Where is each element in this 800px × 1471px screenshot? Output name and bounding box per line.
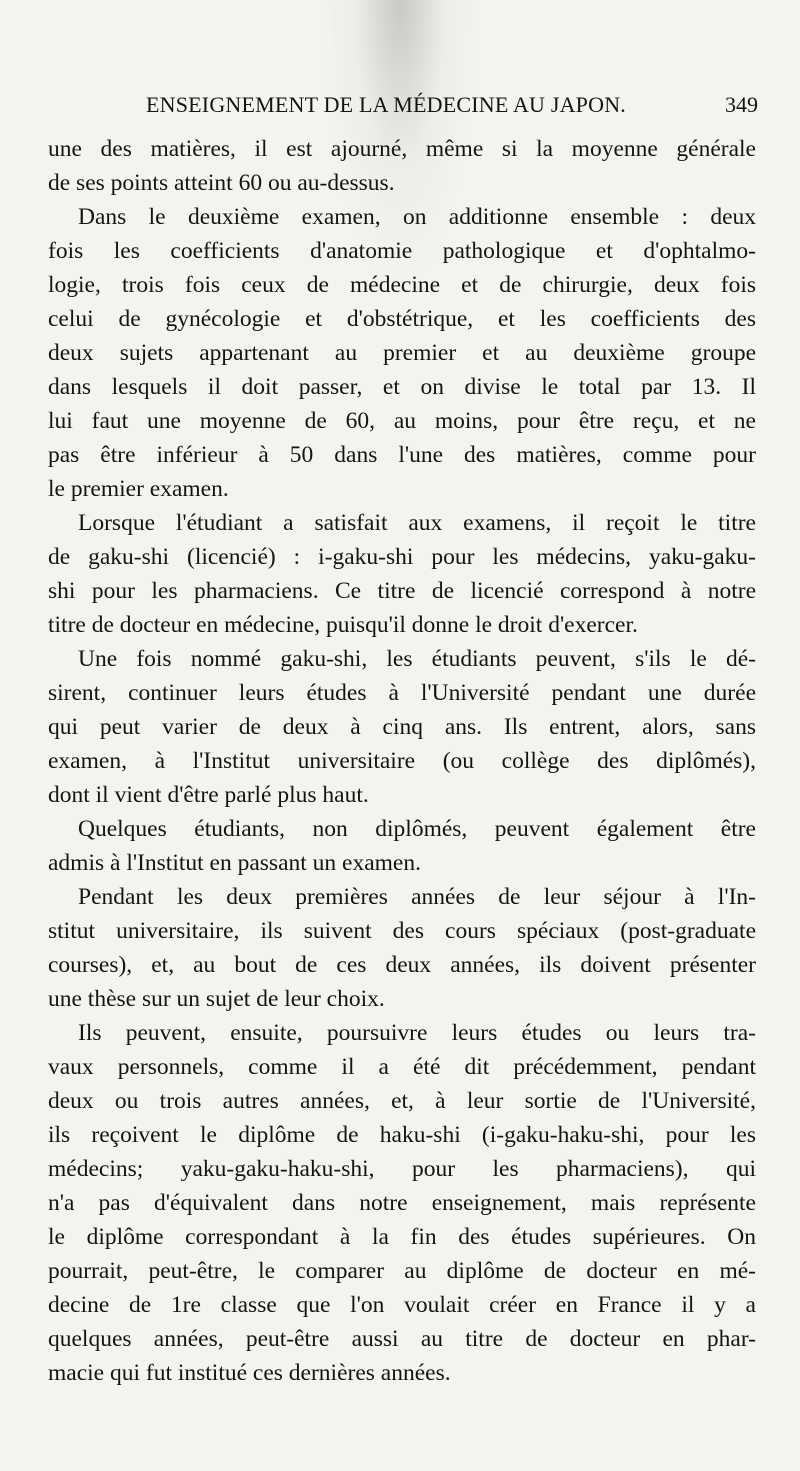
text-line: dont il vient d'être parlé plus haut. — [48, 782, 369, 808]
text-line: pourrait, peut-être, le comparer au diplôme de docteur en mé- — [48, 1258, 756, 1284]
text-line: decine de 1re classe que l'on voulait créer en France il y a — [48, 1292, 756, 1318]
text-line: Une fois nommé gaku-shi, les étudiants peuvent, s'ils le dé- — [78, 646, 756, 672]
text-line: fois les coefficients d'anatomie pathologique et d'ophtalmo- — [48, 238, 756, 264]
text-line: ils reçoivent le diplôme de haku-shi (i-gaku-haku-shi, pour les — [48, 1122, 756, 1148]
text-line: dans lesquels il doit passer, et on divise le total par 13. Il — [48, 374, 756, 400]
text-line: titre de docteur en médecine, puisqu'il donne le droit d'exercer. — [48, 612, 638, 638]
text-line: qui peut varier de deux à cinq ans. Ils entrent, alors, sans — [48, 714, 756, 740]
text-line: vaux personnels, comme il a été dit précédemment, pendant — [48, 1054, 756, 1080]
text-line: Dans le deuxième examen, on additionne ensemble : deux — [78, 204, 756, 230]
text-line: le diplôme correspondant à la fin des études supérieures. On — [48, 1224, 756, 1250]
text-line: admis à l'Institut en passant un examen. — [48, 850, 421, 876]
running-title: ENSEIGNEMENT DE LA MÉDECINE AU JAPON. — [146, 92, 626, 117]
text-line: examen, à l'Institut universitaire (ou collège des diplômés), — [48, 748, 756, 774]
text-line: lui faut une moyenne de 60, au moins, pour être reçu, et ne — [48, 408, 756, 434]
text-line: Ils peuvent, ensuite, poursuivre leurs études ou leurs tra- — [78, 1020, 756, 1046]
text-line: Pendant les deux premières années de leur séjour à l'In- — [78, 884, 756, 910]
text-line: de gaku-shi (licencié) : i-gaku-shi pour les médecins, yaku-gaku- — [48, 544, 756, 570]
text-line: sirent, continuer leurs études à l'Université pendant une durée — [48, 680, 756, 706]
body-text — [48, 132, 756, 1390]
text-line: Quelques étudiants, non diplômés, peuvent également être — [78, 816, 756, 842]
text-line: n'a pas d'équivalent dans notre enseignement, mais représente — [48, 1190, 756, 1216]
page-number: 349 — [725, 92, 758, 117]
text-line: celui de gynécologie et d'obstétrique, et les coefficients des — [48, 306, 756, 332]
text-line: une des matières, il est ajourné, même si la moyenne générale — [48, 136, 756, 162]
text-line: de ses points atteint 60 ou au-dessus. — [48, 170, 395, 196]
text-line: médecins; yaku-gaku-haku-shi, pour les pharmaciens), qui — [48, 1156, 756, 1182]
text-line: logie, trois fois ceux de médecine et de chirurgie, deux fois — [48, 272, 756, 298]
text-line: Lorsque l'étudiant a satisfait aux examens, il reçoit le titre — [78, 510, 756, 536]
text-line: pas être inférieur à 50 dans l'une des matières, comme pour — [48, 442, 756, 468]
text-line: courses), et, au bout de ces deux années, ils doivent présenter — [48, 952, 756, 978]
text-line: stitut universitaire, ils suivent des cours spéciaux (post-graduate — [48, 918, 756, 944]
text-line: deux ou trois autres années, et, à leur sortie de l'Université, — [48, 1088, 756, 1114]
text-line: shi pour les pharmaciens. Ce titre de licencié correspond à notre — [48, 578, 756, 604]
text-line: macie qui fut institué ces dernières années. — [48, 1360, 451, 1386]
text-line: quelques années, peut-être aussi au titre de docteur en phar- — [48, 1326, 756, 1352]
text-line: deux sujets appartenant au premier et au deuxième groupe — [48, 340, 756, 366]
text-line: le premier examen. — [48, 476, 229, 502]
text-line: une thèse sur un sujet de leur choix. — [48, 986, 385, 1012]
page-header — [48, 92, 758, 122]
